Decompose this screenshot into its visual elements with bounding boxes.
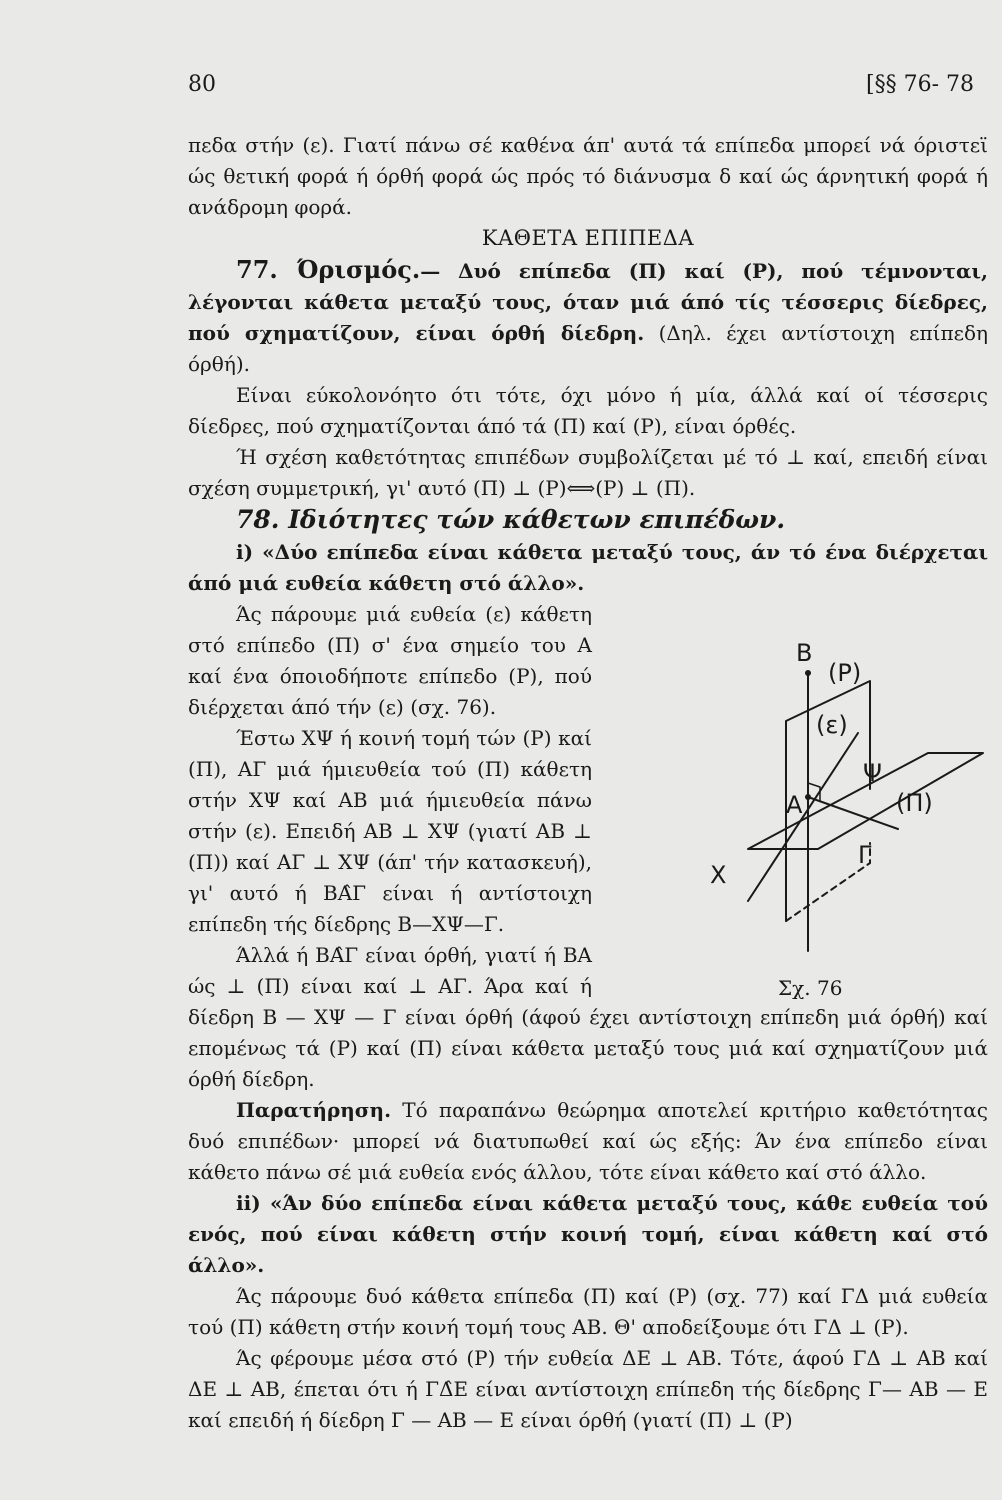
label-psi: Ψ bbox=[863, 759, 882, 787]
sec78-heading bbox=[188, 504, 988, 537]
sec78-paragraph-2: Έστω ΧΨ ή κοινή τομή τών (Ρ) καί (Π), ΑΓ μιά ήμιευθεία τού (Π) κάθετη στήν ΧΨ καί ΑΒ μιά ήμιευθεία πάνω στήν (ε). Επειδή ΑΒ ⊥ ΧΨ (γιατί ΑΒ ⊥ (Π)) καί ΑΓ ⊥ ΧΨ (άπ' τήν κατασκευή), γι' αυτό ή ΒΑ̂Γ είναι ή αντίστοιχη επίπεδη τής δίεδρης Β—ΧΨ—Γ. bbox=[188, 726, 592, 936]
line-x-psi bbox=[748, 733, 858, 901]
point-a bbox=[805, 794, 811, 800]
body-text bbox=[188, 130, 988, 1436]
figure-76-drawing bbox=[598, 601, 988, 1001]
remark-text: Τό παραπάνω θεώρημα αποτελεί κριτήριο καθετότητας δυό επιπέδων· μπορεί νά διατυπωθεί καί ώς εξής: Άν ένα επίπεδο είναι κάθετο πάνω σέ μιά ευθεία ενός άλλου, τότε είναι κάθετο καί στό άλλο. bbox=[188, 1098, 988, 1184]
label-a: Α bbox=[786, 791, 803, 819]
label-plane-p: (Ρ) bbox=[828, 659, 862, 687]
sec77-definition-note: (Δηλ. έχει αντίστοιχη επίπεδη όρθή). bbox=[188, 321, 988, 376]
definition-77 bbox=[188, 254, 988, 380]
remark-paragraph bbox=[188, 1095, 988, 1188]
sec78-paragraph-3: Άλλά ή ΒΑ̂Γ είναι όρθή, γιατί ή ΒΑ ώς ⊥ (Π) είναι καί ⊥ ΑΓ. Άρα καί ή δίεδρη Β — ΧΨ — Γ είναι όρθή (άφού έχει αντίστοιχη επίπεδη μιά όρθή) καί επομένως τά (Ρ) καί (Π) είναι κάθετα μεταξύ τους μιά καί σχηματίζουν μιά όρθή δίεδρη. bbox=[188, 943, 988, 1091]
label-b: Β bbox=[796, 639, 813, 667]
page-header bbox=[188, 72, 988, 106]
sec78-title: 78. Ιδιότητες τών κάθετων επιπέδων. bbox=[236, 505, 786, 534]
label-x: Χ bbox=[710, 861, 727, 889]
point-b bbox=[805, 670, 811, 676]
remark-label: Παρατήρηση. bbox=[236, 1098, 392, 1122]
page-number: 80 bbox=[188, 72, 216, 97]
sec78-paragraph-5: Άς φέρουμε μέσα στό (Ρ) τήν ευθεία ΔΕ ⊥ ΑΒ. Τότε, άφού ΓΔ ⊥ ΑΒ καί ΔΕ ⊥ ΑΒ, έπεται ότι ή ΓΔ̂Ε είναι αντίστοιχη επίπεδη τής δίεδρης Γ— ΑΒ — Ε καί επειδή ή δίεδρη Γ — ΑΒ — Ε είναι όρθή (γιατί (Π) ⊥ (Ρ) bbox=[188, 1346, 988, 1432]
intro-paragraph: πεδα στήν (ε). Γιατί πάνω σέ καθένα άπ' αυτά τά επίπεδα μπορεί νά όριστεϊ ώς θετική φορά ή όρθή φορά ώς πρός τό διάνυσμα δ καί ώς άρνητική φορά ή ανάδρομη φορά. bbox=[188, 133, 988, 219]
section-title: ΚΑΘΕΤΑ ΕΠΙΠΕΔΑ bbox=[481, 226, 695, 250]
sec78-paragraph-4: Άς πάρουμε δυό κάθετα επίπεδα (Π) καί (Ρ) (σχ. 77) καί ΓΔ μιά ευθεία τού (Π) κάθετη στήν κοινή τομή τους ΑΒ. Θ' αποδείξουμε ότι ΓΔ ⊥ (Ρ). bbox=[188, 1284, 988, 1339]
half-line-a-gamma bbox=[808, 797, 898, 829]
label-gamma: Γ bbox=[858, 841, 872, 869]
sec77-definition: — Δυό επίπεδα (Π) καί (Ρ), πού τέμνονται, λέγονται κάθετα μεταξύ τους, όταν μιά άπό τίς τέσσερις δίεδρες, πού σχηματίζουν, είναι όρθή δίεδρη. bbox=[188, 259, 989, 345]
sec77-paragraph-2: Ή σχέση καθετότητας επιπέδων συμβολίζεται μέ τό ⊥ καί, επειδή είναι σχέση συμμετρική, γι' αυτό (Π) ⊥ (Ρ)⟺(Ρ) ⊥ (Π). bbox=[188, 445, 988, 500]
property-2: ii) «Άν δύο επίπεδα είναι κάθετα μεταξύ τους, κάθε ευθεία τού ενός, πού είναι κάθετη στήν κοινή τομή, είναι κάθετη καί στό άλλο». bbox=[188, 1191, 988, 1277]
section-reference: [§§ 76- 78 bbox=[866, 72, 974, 97]
figure-caption: Σχ. 76 bbox=[778, 976, 843, 1000]
figure-76 bbox=[598, 601, 988, 1001]
label-plane-pi: (Π) bbox=[896, 789, 933, 817]
sec77-paragraph-1: Είναι εύκολονόητο ότι τότε, όχι μόνο ή μία, άλλά καί οί τέσσερις δίεδρες, πού σχηματίζονται άπό τά (Π) καί (Ρ), είναι όρθές. bbox=[188, 383, 988, 438]
property-1: i) «Δύο επίπεδα είναι κάθετα μεταξύ τους, άν τό ένα διέρχεται άπό μιά ευθεία κάθετη στό άλλο». bbox=[188, 540, 988, 595]
sec78-paragraph-1: Άς πάρουμε μιά ευθεία (ε) κάθετη στό επίπεδο (Π) σ' ένα σημείο του Α καί ένα όποιοδήποτε επίπεδο (Ρ), πού διέρχεται άπό τήν (ε) (σχ. 76). bbox=[188, 602, 592, 719]
sec77-heading: 77. Όρισμός. bbox=[236, 255, 421, 284]
label-epsilon: (ε) bbox=[816, 711, 848, 739]
